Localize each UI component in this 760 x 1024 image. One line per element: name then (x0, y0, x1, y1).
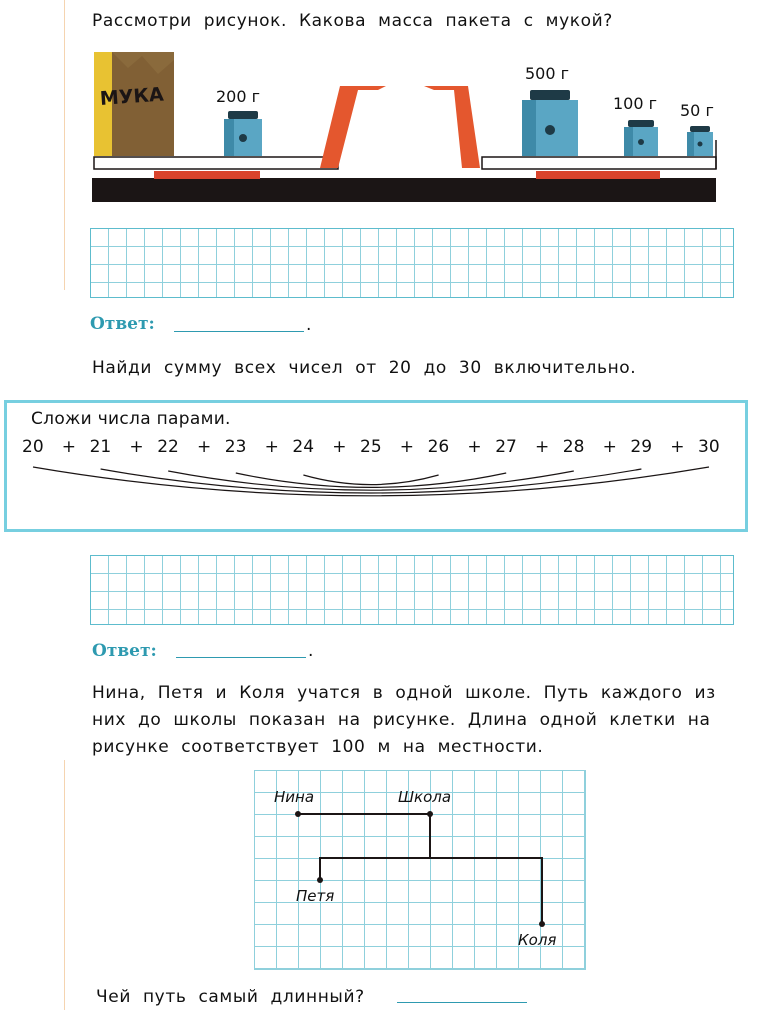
weight-100g-icon (624, 120, 658, 156)
scale-pan-left (94, 157, 338, 169)
label-petya: Петя (296, 887, 335, 905)
sequence-number-26: 26 (427, 437, 450, 457)
path-kolya (430, 858, 542, 924)
point-kolya (539, 921, 545, 927)
label-school: Школа (398, 788, 452, 806)
point-school (427, 811, 433, 817)
task3-question-line3: рисунке соответствует 100 м на местности. (92, 737, 544, 757)
path-petya (320, 858, 430, 880)
sequence-number-29: 29 (630, 437, 653, 457)
number-sequence (7, 437, 747, 461)
weight-label-200: 200 г (216, 87, 261, 106)
flour-bag (94, 52, 174, 156)
task2-question: Найди сумму всех чисел от 20 до 30 включительно. (92, 358, 637, 378)
task1-answer-field[interactable] (174, 331, 304, 332)
sequence-number-30: 30 (698, 437, 720, 457)
flour-label: МУКА (99, 83, 165, 110)
pair-arc-20-30 (33, 467, 709, 496)
sequence-number-23: 23 (224, 437, 247, 457)
label-kolya: Коля (518, 931, 557, 949)
route-map (254, 770, 586, 970)
margin-rule-bottom (64, 760, 65, 1010)
weight-label-50: 50 г (680, 101, 714, 120)
pair-arc-24-26 (303, 475, 438, 485)
task3-answer-field[interactable] (397, 1002, 527, 1003)
sequence-number-27: 27 (495, 437, 517, 457)
plus-sign: + (670, 437, 685, 457)
sequence-number-22: 22 (157, 437, 179, 457)
weight-label-100: 100 г (613, 94, 658, 113)
sequence-number-20: 20 (22, 437, 44, 457)
plus-sign: + (467, 437, 482, 457)
task3-question-line2: них до школы показан на рисунке. Длина одной клетки на (92, 710, 711, 730)
margin-rule-top (64, 0, 65, 290)
sequence-number-28: 28 (562, 437, 585, 457)
sequence-number-21: 21 (89, 437, 112, 457)
weight-500g-icon (522, 90, 578, 156)
point-petya (317, 877, 323, 883)
weight-label-500: 500 г (525, 64, 570, 83)
weight-50g-icon (687, 126, 713, 156)
task1-answer-period: . (306, 315, 312, 335)
task3-question-line1: Нина, Петя и Коля учатся в одной школе. Путь каждого из (92, 683, 716, 703)
scale-pan-right (482, 157, 716, 169)
weight-200g-icon (224, 111, 262, 156)
pair-arc-23-27 (236, 473, 506, 487)
hint-title: Сложи числа парами. (31, 409, 231, 429)
task2-answer-field[interactable] (176, 657, 306, 658)
scale-pad-right (536, 171, 660, 179)
plus-sign: + (61, 437, 77, 457)
scale-base (92, 178, 716, 202)
task1-answer-label: Ответ: (90, 314, 155, 334)
sequence-number-25: 25 (360, 437, 382, 457)
pairing-arcs (7, 459, 747, 531)
pair-arc-21-29 (101, 469, 642, 493)
scale-arm-right (424, 86, 480, 168)
plus-sign: + (602, 437, 617, 457)
point-nina (295, 811, 301, 817)
plus-sign: + (399, 437, 415, 457)
task2-work-grid[interactable] (90, 555, 734, 625)
task3-final-question: Чей путь самый длинный? (96, 987, 365, 1007)
pairing-hint-box (4, 400, 748, 532)
scale-arm-left (320, 86, 386, 168)
balance-scale-illustration (88, 48, 724, 208)
sequence-number-24: 24 (292, 437, 315, 457)
plus-sign: + (197, 437, 212, 457)
label-nina: Нина (274, 788, 315, 806)
plus-sign: + (332, 437, 347, 457)
scale-pad-left (154, 171, 260, 179)
task2-answer-label: Ответ: (92, 641, 157, 661)
task1-question: Рассмотри рисунок. Какова масса пакета с мукой? (92, 11, 613, 31)
task2-answer-period: . (308, 641, 314, 661)
plus-sign: + (129, 437, 144, 457)
plus-sign: + (264, 437, 279, 457)
plus-sign: + (535, 437, 550, 457)
task1-work-grid[interactable] (90, 228, 734, 298)
